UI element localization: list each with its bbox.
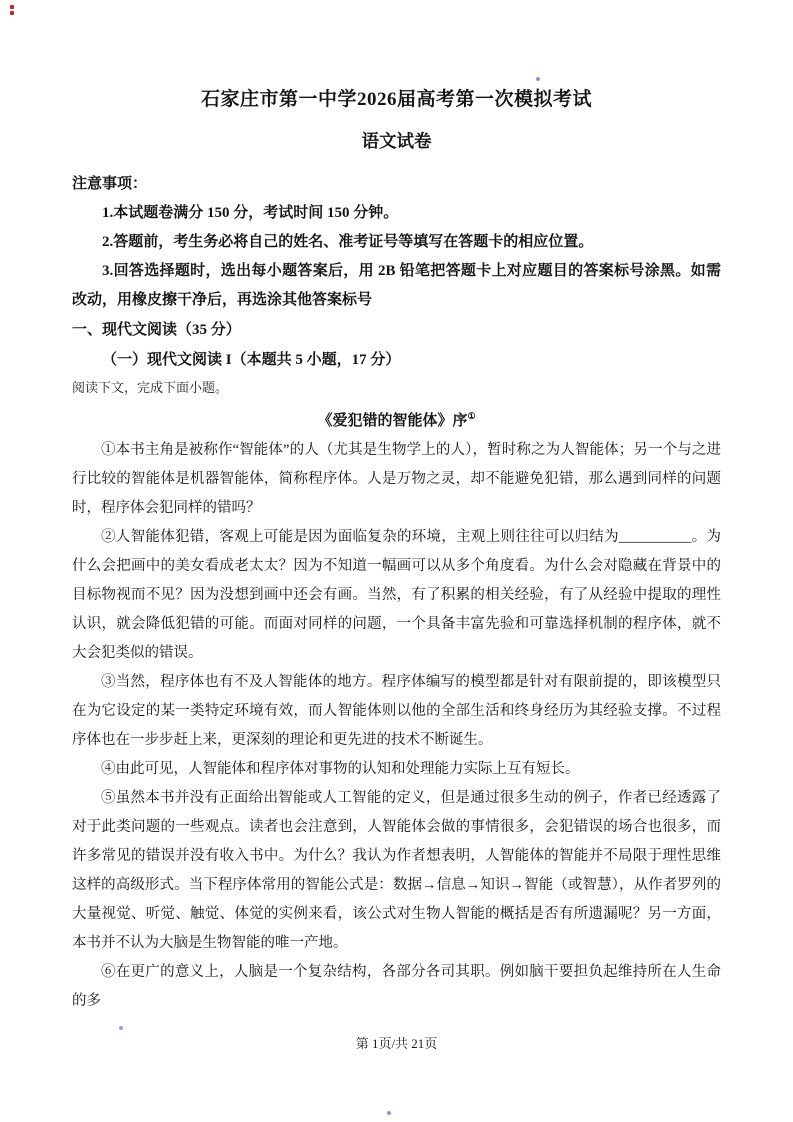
scan-artifact-blue-dot: [119, 1026, 123, 1030]
scan-artifact-blue-dot: [536, 77, 540, 81]
scan-artifact-blue-dot: [387, 1111, 391, 1115]
article-title: [72, 401, 721, 436]
article-paragraph: ②人智能体犯错，客观上可能是因为面临复杂的环境，主观上则往往可以归结为__________。为什么会把画中的美女看成老太太？因为不知道一幅画可以从多个角度看。为什么会对隐藏在背景中的目标物视而不见？因为没想到画中还会有画。当然，有了积累的相关经验，有了从经验中提取的理性认识，就会降低犯错的可能。而面对同样的问题，一个具备丰富先验和可靠选择机制的程序体，就不大会犯类似的错误。: [72, 529, 721, 661]
exam-subtitle: 语文试卷: [361, 131, 432, 151]
exam-title: 石家庄市第一中学2026届高考第一次模拟考试: [200, 89, 592, 110]
notice-heading: 注意事项：: [72, 176, 148, 192]
notice-item: 1.本试题卷满分 150 分，考试时间 150 分钟。: [102, 205, 399, 221]
notice-item: 3.回答选择题时，选出每小题答案后，用 2B 铅笔把答题卡上对应题目的答案标号涂黑。如需改动，用橡皮擦干净后，再选涂其他答案标号: [72, 263, 721, 308]
article-paragraph: ①本书主角是被称作“智能体”的人（尤其是生物学上的人），暂时称之为人智能体；另一个与之进行比较的智能体是机器智能体，简称程序体。人是万物之灵，却不能避免犯错，那么遇到同样的问题时，程序体会犯同样的错吗？: [72, 442, 721, 516]
subsection-heading: （一）现代文阅读 I（本题共 5 小题，17 分）: [102, 352, 401, 368]
article-footnote-marker: ①: [467, 411, 476, 421]
article-title-text: 《爱犯错的智能体》序: [317, 413, 468, 429]
section-heading: 一、现代文阅读（35 分）: [72, 322, 241, 338]
article-paragraph: ④由此可见，人智能体和程序体对事物的认知和处理能力实际上互有短长。: [101, 761, 580, 777]
page-footer: 第 1页/共 21页: [355, 1036, 438, 1051]
scan-artifact-red-mark: [10, 5, 14, 9]
article-paragraph: ⑥在更广的意义上，人脑是一个复杂结构，各部分各司其职。例如脑干要担负起维持所在人生命的多: [72, 964, 721, 1009]
article-paragraph: ③当然，程序体也有不及人智能体的地方。程序体编写的模型都是针对有限前提的，即该模型只在为它设定的某一类特定环境有效，而人智能体则以他的全部生活和终身经历为其经验支撑。不过程序体也在一步步赶上来，更深刻的理论和更先进的技术不断诞生。: [72, 674, 721, 748]
article-paragraph: ⑤虽然本书并没有正面给出智能或人工智能的定义，但是通过很多生动的例子，作者已经透露了对于此类问题的一些观点。读者也会注意到，人智能体会做的事情很多，会犯错误的场合也很多，而许多常见的错误并没有收入书中。为什么？我认为作者想表明，人智能体的智能并不局限于理性思维这样的高级形式。当下程序体常用的智能公式是：数据→信息→知识→智能（或智慧），从作者罗列的大量视觉、听觉、触觉、体觉的实例来看，该公式对生物人智能的概括是否有所遗漏呢？另一方面，本书并不认为大脑是生物智能的唯一产地。: [72, 790, 721, 951]
reading-instruction: 阅读下文，完成下面小题。: [72, 380, 229, 395]
notice-item: 2.答题前，考生务必将自己的姓名、准考证号等填写在答题卡的相应位置。: [102, 234, 594, 250]
